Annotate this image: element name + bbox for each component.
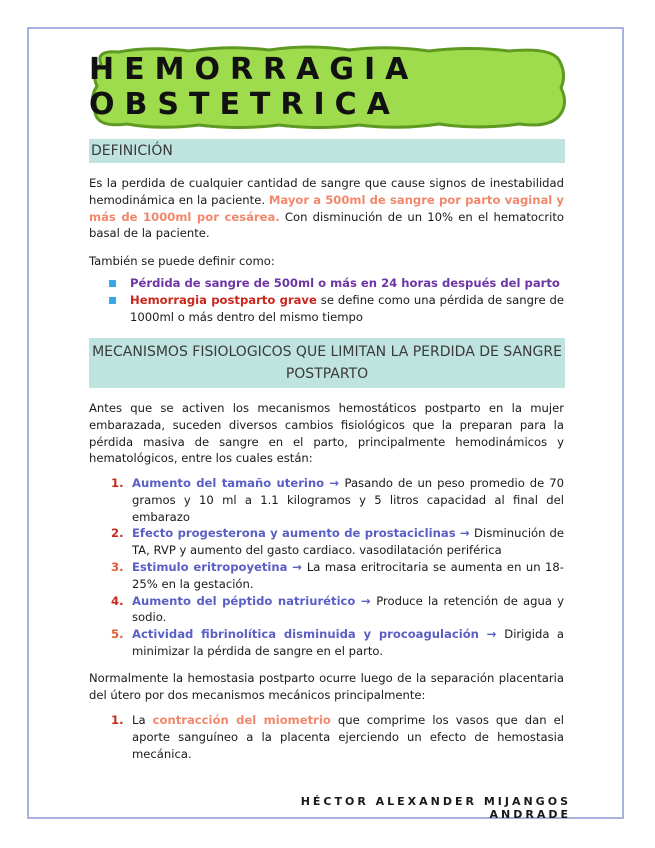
list-item: Pérdida de sangre de 500ml o más en 24 horas después del parto — [89, 275, 564, 292]
list-item: 3. Estimulo eritropoyetina → La masa eritrocitaria se aumenta en un 18-25% en la gestación. — [111, 559, 564, 591]
author-signature: HÉCTOR ALEXANDER MIJANGOS ANDRADE — [300, 795, 571, 821]
definition-text-2: Con disminución de un 10% en el hematocrito basal de la paciente. — [89, 209, 565, 241]
square-bullet-icon — [109, 280, 116, 287]
list-item: 2. Efecto progesterona y aumento de prostaciclinas → Disminución de TA, RVP y aumento del gasto cardiaco. vasodilatación periférica — [111, 526, 564, 558]
hemostasia-paragraph: Normalmente la hemostasia postparto ocurre luego de la separación placentaria del útero por dos mecanismos mecánicos principalmente: — [89, 671, 564, 702]
definition-text-1: Es la perdida de cualquier cantidad de sangre que cause signos de inestabilidad hemodinámica en la paciente. — [89, 176, 564, 207]
mecanismos-list — [89, 475, 564, 660]
list-item: 1. La contracción del miometrio que comprime los vasos que dan el aporte sanguíneo a la placenta ejerciendo un efecto de hemostasia mecánica. — [111, 713, 564, 761]
list-item: Hemorragia postparto grave se define como una pérdida de sangre de 1000ml o más dentro del mismo tiempo — [89, 292, 564, 326]
mecanismos-intro: Antes que se activen los mecanismos hemostáticos postparto en la mujer embarazada, suceden diversos cambios fisiológicos que la preparan para la pérdida masiva de sangre en el parto, principalmente hemodinámicos y hematológicos, entre los cuales están: — [89, 401, 564, 466]
definition-alt-intro: También se puede definir como: — [89, 254, 275, 268]
list-item: 5. Actividad fibrinolítica disminuida y procoagulación → Dirigida a minimizar la pérdida de sangre en el parto. — [111, 627, 564, 658]
definition-highlight: Mayor a 500ml de sangre por parto vaginal y más de 1000ml por cesárea. — [89, 192, 564, 224]
list-item: 1. Aumento del tamaño uterino → Pasando de un peso promedio de 70 gramos y 10 ml a 1.1 kilogramos y 5 litros capacidad al final del embarazo — [111, 476, 564, 524]
section-heading-definicion: DEFINICIÓN — [89, 139, 565, 163]
square-bullet-icon — [109, 297, 116, 304]
page-title: HEMORRAGIA OBSTETRICA — [89, 52, 419, 122]
definition-paragraph — [89, 175, 564, 242]
hemostasia-list — [89, 712, 564, 762]
section-heading-mecanismos: MECANISMOS FISIOLOGICOS QUE LIMITAN LA PERDIDA DE SANGRE POSTPARTO — [89, 338, 565, 388]
list-item: 4. Aumento del péptido natriurético → Produce la retención de agua y sodio. — [111, 593, 564, 625]
definition-bullets — [89, 275, 564, 325]
title-banner — [89, 42, 569, 132]
